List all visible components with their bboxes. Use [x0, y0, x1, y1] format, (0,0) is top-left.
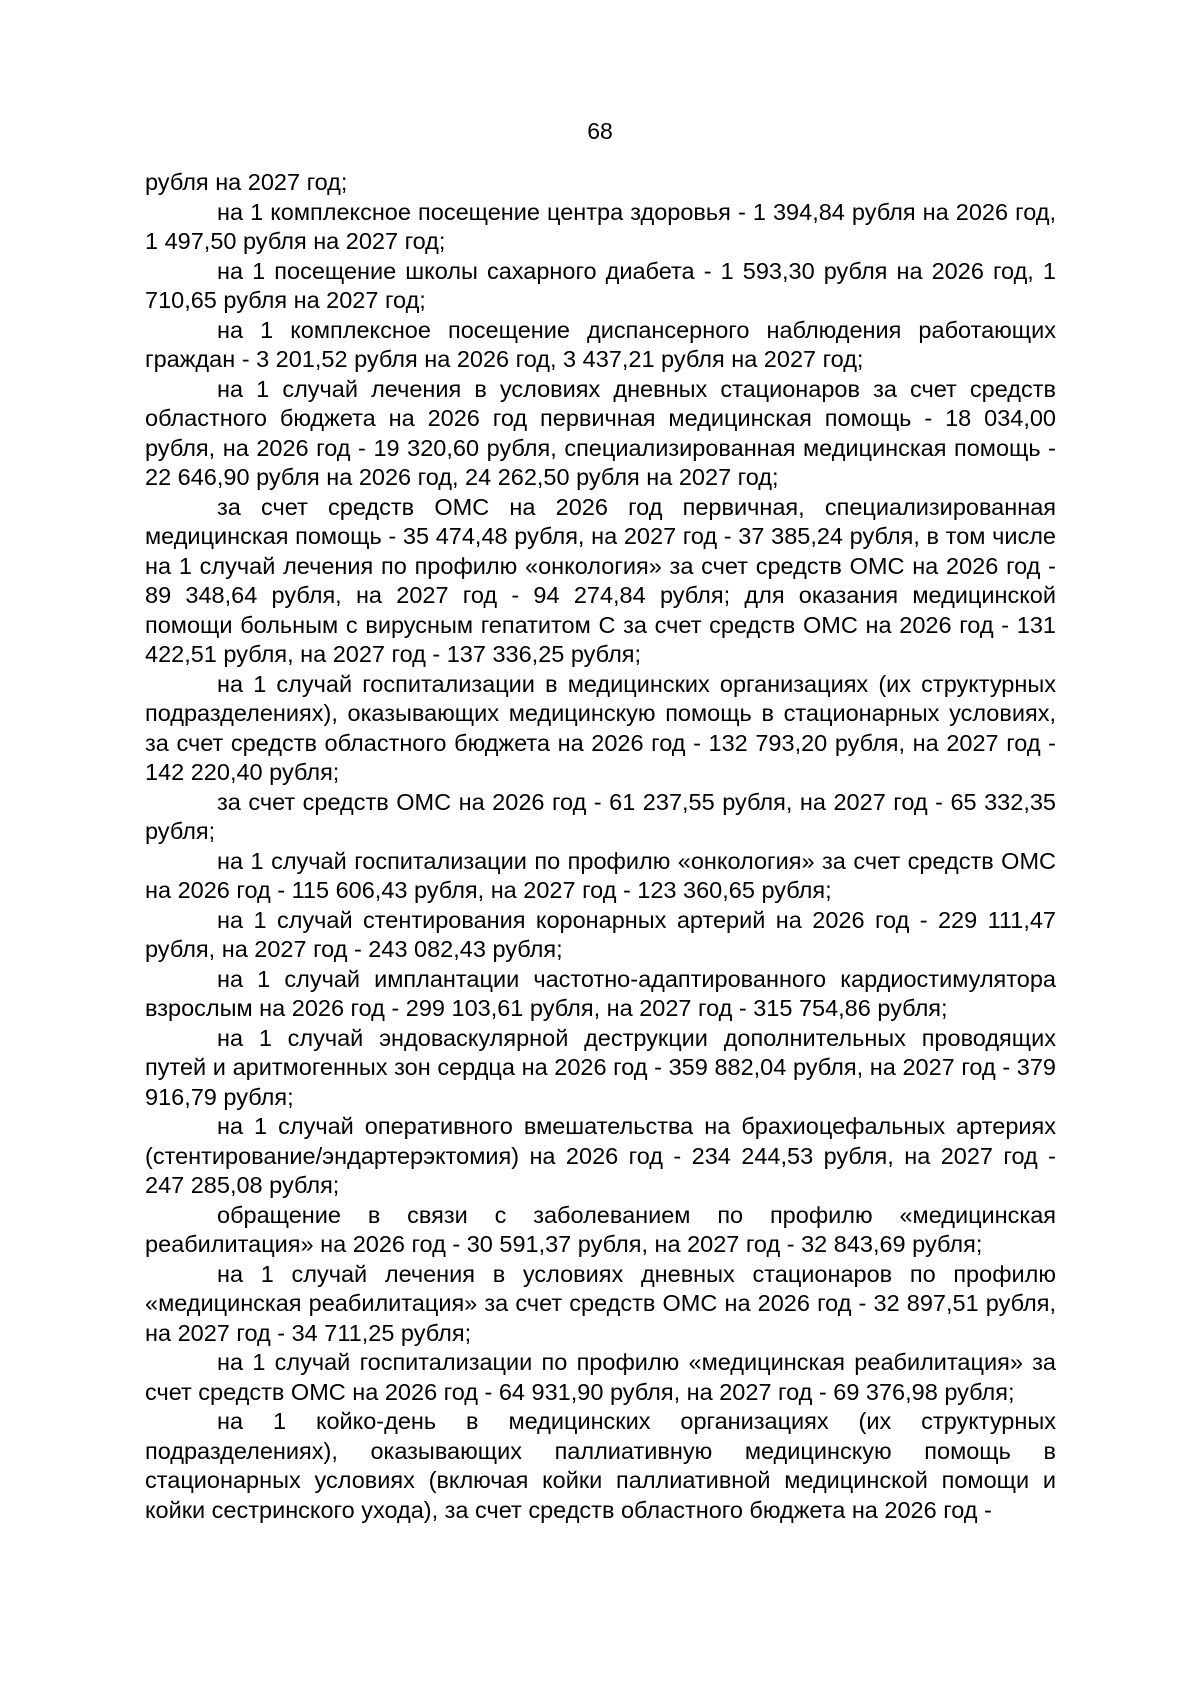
paragraph: на 1 случай эндоваскулярной деструкции дополнительных проводящих путей и аритмогенных зон сердца на 2026 год - 359 882,04 рубля, на 2027 год - 379 916,79 рубля;	[145, 1024, 1056, 1110]
paragraph: на 1 случай госпитализации по профилю «онкология» за счет средств ОМС на 2026 год - 115 606,43 рубля, на 2027 год - 123 360,65 рубля;	[145, 847, 1056, 903]
paragraph: на 1 случай имплантации частотно-адаптированного кардиостимулятора взрослым на 2026 год - 299 103,61 рубля, на 2027 год - 315 754,86 рубля;	[145, 965, 1056, 1021]
paragraph: на 1 посещение школы сахарного диабета - 1 593,30 рубля на 2026 год, 1 710,65 рубля на 2027 год;	[145, 257, 1056, 313]
paragraph: рубля на 2027 год;	[145, 169, 348, 195]
paragraph: на 1 случай стентирования коронарных артерий на 2026 год - 229 111,47 рубля, на 2027 год - 243 082,43 рубля;	[145, 906, 1056, 962]
paragraph: на 1 случай госпитализации по профилю «медицинская реабилитация» за счет средств ОМС на 2026 год - 64 931,90 рубля, на 2027 год - 69 376,98 рубля;	[145, 1349, 1056, 1405]
paragraph: за счет средств ОМС на 2026 год первичная, специализированная медицинская помощь - 35 474,48 рубля, на 2027 год - 37 385,24 рубля, в том числе на 1 случай лечения по профилю «онкология» за счет средств ОМС на 2026 год - 89 348,64 рубля, на 2027 год - 94 274,84 рубля; для оказания медицинской помощи больным с вирусным гепатитом С за счет средств ОМС на 2026 год - 131 422,51 рубля, на 2027 год - 137 336,25 рубля;	[145, 493, 1056, 667]
paragraph: на 1 комплексное посещение диспансерного наблюдения работающих граждан - 3 201,52 рубля на 2026 год, 3 437,21 рубля на 2027 год;	[145, 316, 1056, 372]
paragraph: обращение в связи с заболеванием по профилю «медицинская реабилитация» на 2026 год - 30 591,37 рубля, на 2027 год - 32 843,69 рубля;	[145, 1201, 1056, 1257]
paragraph: на 1 случай госпитализации в медицинских организациях (их структурных подразделениях), оказывающих медицинскую помощь в стационарных условиях, за счет средств областного бюджета на 2026 год - 132 793,20 рубля, на 2027 год - 142 220,40 рубля;	[145, 670, 1056, 785]
page-number: 68	[587, 118, 613, 144]
paragraph: на 1 случай лечения в условиях дневных стационаров по профилю «медицинская реабилитация» за счет средств ОМС на 2026 год - 32 897,51 рубля, на 2027 год - 34 711,25 рубля;	[145, 1260, 1056, 1346]
document-body	[145, 168, 1056, 1525]
paragraph: на 1 комплексное посещение центра здоровья - 1 394,84 рубля на 2026 год, 1 497,50 рубля на 2027 год;	[145, 198, 1056, 254]
paragraph: на 1 случай лечения в условиях дневных стационаров за счет средств областного бюджета на 2026 год первичная медицинская помощь - 18 034,00 рубля, на 2026 год - 19 320,60 рубля, специализированная медицинская помощь - 22 646,90 рубля на 2026 год, 24 262,50 рубля на 2027 год;	[145, 375, 1056, 490]
paragraph: на 1 случай оперативного вмешательства на брахиоцефальных артериях (стентирование/эндартерэктомия) на 2026 год - 234 244,53 рубля, на 2027 год - 247 285,08 рубля;	[145, 1113, 1056, 1198]
paragraph: за счет средств ОМС на 2026 год - 61 237,55 рубля, на 2027 год - 65 332,35 рубля;	[145, 788, 1056, 844]
paragraph: на 1 койко-день в медицинских организациях (их структурных подразделениях), оказывающих паллиативную медицинскую помощь в стационарных условиях (включая койки паллиативной медицинской помощи и койки сестринского ухода), за счет средств областного бюджета на 2026 год -	[145, 1408, 1056, 1523]
